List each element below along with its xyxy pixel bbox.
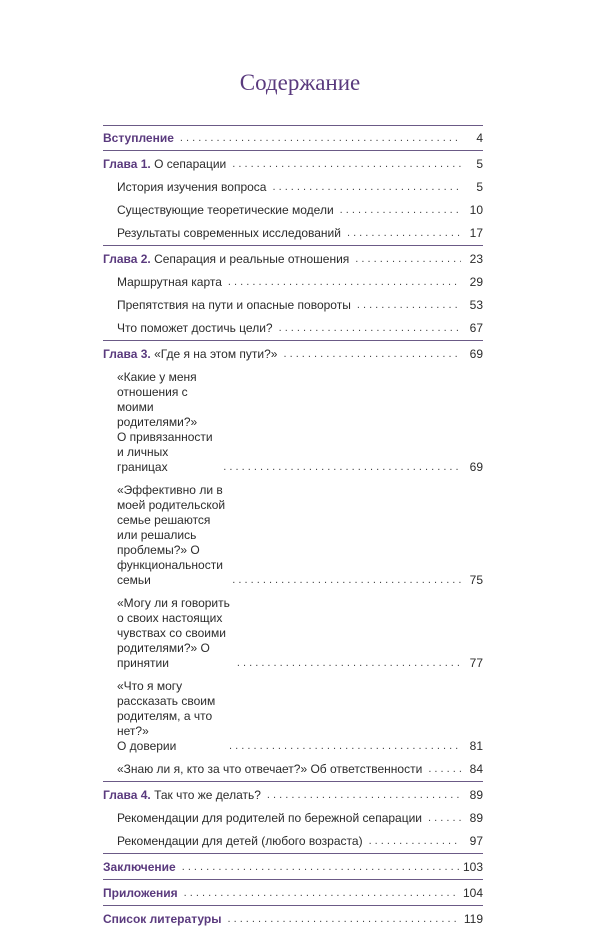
dot-leader (267, 788, 461, 803)
toc-entry-label: Препятствия на пути и опасные повороты (117, 298, 351, 312)
table-of-contents (103, 125, 483, 931)
toc-entry-2-1[interactable] (103, 271, 483, 294)
toc-page-number: 53 (469, 298, 483, 312)
toc-page-number: 10 (469, 203, 483, 217)
toc-page-number: 29 (469, 275, 483, 289)
toc-entry-3-1[interactable] (103, 366, 483, 479)
toc-entry-label: Маршрутная карта (117, 275, 222, 289)
toc-entry-label-line2: О доверии (117, 739, 177, 753)
dot-leader (283, 347, 461, 362)
toc-entry-bibliography[interactable] (103, 906, 483, 931)
toc-page-number: 77 (469, 656, 483, 670)
chapter-prefix: Глава 3. (103, 347, 151, 361)
dot-leader (232, 573, 461, 588)
toc-page-number: 89 (469, 811, 483, 825)
toc-entry-intro[interactable] (103, 126, 483, 150)
toc-entry-label: Приложения (103, 886, 178, 900)
dot-leader (227, 912, 459, 927)
toc-entry-conclusion[interactable] (103, 854, 483, 879)
toc-entry-label-line1: «Что я могу рассказать своим родителям, а что нет?» (117, 679, 216, 738)
toc-entry-label: Существующие теоретические модели (117, 203, 334, 217)
toc-entry-label: «Знаю ли я, кто за что отвечает?» Об ответственности (117, 762, 423, 776)
toc-entry-label: Рекомендации для родителей по бережной сепарации (117, 811, 422, 825)
dot-leader (272, 180, 461, 195)
toc-entry-label: Что поможет достичь цели? (117, 321, 273, 335)
dot-leader (184, 886, 459, 901)
toc-entry-label: Сепарация и реальные отношения (154, 252, 350, 266)
toc-entry-chapter-2[interactable] (103, 246, 483, 271)
chapter-prefix: Глава 4. (103, 788, 151, 802)
toc-page-number: 5 (476, 180, 483, 194)
toc-entry-3-4[interactable] (103, 675, 483, 758)
toc-entry-3-2[interactable] (103, 479, 483, 592)
toc-entry-label-line1: «Какие у меня отношения с моими родителями?» (117, 370, 198, 429)
dot-leader (229, 739, 461, 754)
dot-leader (369, 834, 461, 849)
toc-entry-appendices[interactable] (103, 880, 483, 905)
chapter-prefix: Глава 2. (103, 252, 151, 266)
toc-entry-1-1[interactable] (103, 176, 483, 199)
toc-page-number: 23 (469, 252, 483, 266)
toc-page-number: 4 (476, 131, 483, 145)
toc-entry-2-3[interactable] (103, 317, 483, 340)
dot-leader (180, 131, 461, 146)
toc-page-number: 89 (469, 788, 483, 802)
toc-entry-label: Вступление (103, 131, 174, 145)
dot-leader (347, 226, 461, 241)
toc-page-number: 5 (476, 157, 483, 171)
toc-entry-label-line2: родителями?» О принятии (117, 641, 210, 670)
toc-entry-chapter-3[interactable] (103, 341, 483, 366)
toc-entry-1-2[interactable] (103, 199, 483, 222)
toc-entry-4-1[interactable] (103, 807, 483, 830)
toc-entry-label: Рекомендации для детей (любого возраста) (117, 834, 363, 848)
toc-entry-1-3[interactable] (103, 222, 483, 245)
dot-leader (355, 252, 461, 267)
toc-entry-3-3[interactable] (103, 592, 483, 675)
toc-entry-label: О сепарации (154, 157, 227, 171)
toc-entry-label: «Где я на этом пути?» (154, 347, 278, 361)
toc-page-number: 75 (469, 573, 483, 587)
dot-leader (340, 203, 461, 218)
toc-page-number: 84 (469, 762, 483, 776)
toc-page-number: 119 (463, 912, 483, 926)
toc-entry-label-line2: О привязанности и личных границах (117, 430, 213, 474)
toc-page-number: 69 (469, 460, 483, 474)
toc-entry-label: Заключение (103, 860, 176, 874)
toc-page-number: 103 (462, 860, 483, 874)
dot-leader (357, 298, 461, 313)
toc-entry-label: История изучения вопроса (117, 180, 267, 194)
chapter-prefix: Глава 1. (103, 157, 151, 171)
toc-page-number: 17 (469, 226, 483, 240)
toc-entry-label: Список литературы (103, 912, 222, 926)
dot-leader (228, 275, 461, 290)
toc-entry-chapter-4[interactable] (103, 782, 483, 807)
toc-page-number: 67 (469, 321, 483, 335)
dot-leader (279, 321, 461, 336)
dot-leader (223, 460, 461, 475)
toc-entry-chapter-1[interactable] (103, 151, 483, 176)
toc-entry-2-2[interactable] (103, 294, 483, 317)
toc-entry-4-2[interactable] (103, 830, 483, 853)
toc-entry-label-line1: «Могу ли я говорить о своих настоящих чувствах со своими (117, 596, 230, 640)
toc-entry-label: Результаты современных исследований (117, 226, 341, 240)
toc-page-number: 104 (462, 886, 483, 900)
toc-entry-label-line2: или решались проблемы?» О функциональности семьи (117, 528, 223, 587)
toc-page-number: 97 (469, 834, 483, 848)
dot-leader (237, 656, 461, 671)
toc-entry-3-5[interactable] (103, 758, 483, 781)
dot-leader (232, 157, 461, 172)
toc-entry-label-line1: «Эффективно ли в моей родительской семье решаются (117, 483, 226, 527)
dot-leader (428, 811, 461, 826)
toc-page-number: 69 (469, 347, 483, 361)
dot-leader (428, 762, 461, 777)
toc-page-number: 81 (469, 739, 483, 753)
dot-leader (182, 860, 459, 875)
toc-entry-label: Так что же делать? (154, 788, 261, 802)
page-title: Содержание (239, 70, 361, 95)
